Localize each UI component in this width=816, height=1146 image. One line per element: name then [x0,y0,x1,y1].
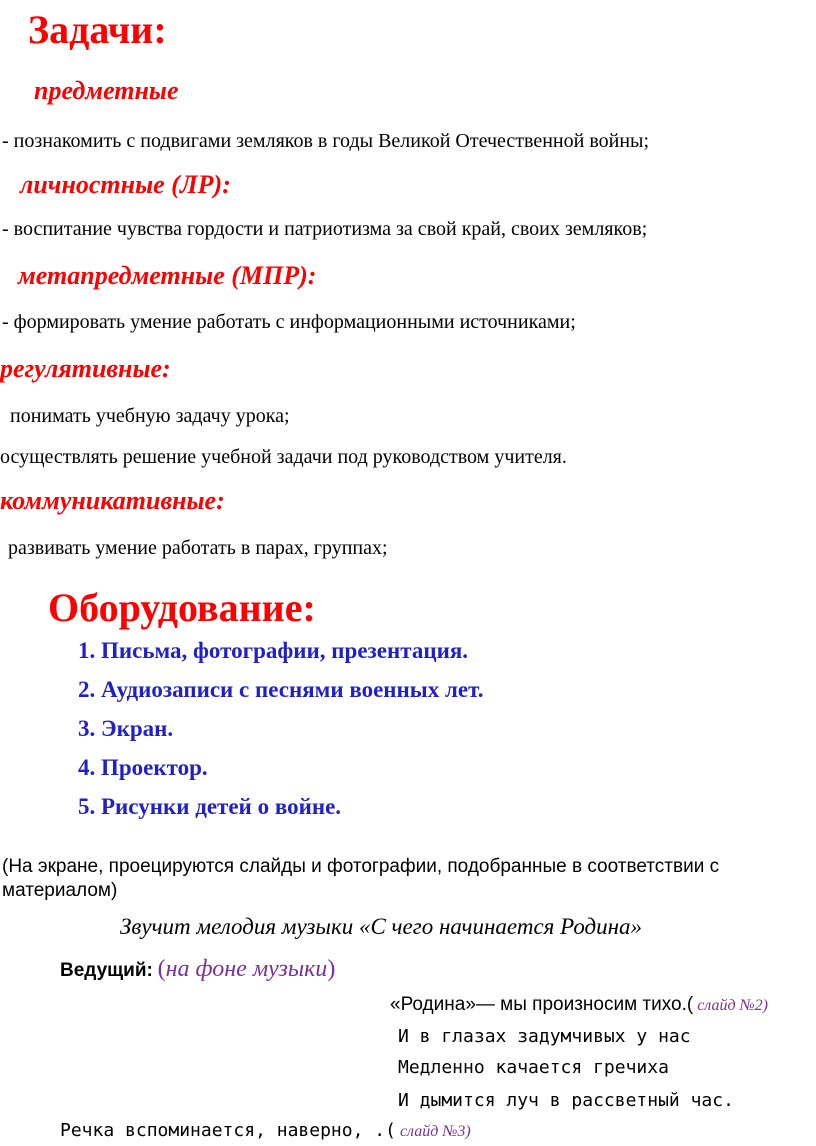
communicative-text: развивать умение работать в парах, группах; [8,537,388,559]
subject-text: - познакомить с подвигами земляков в годы Великой Отечественной войны; [2,130,650,152]
poem-line-1 [390,994,768,1016]
equipment-item: 1. Письма, фотографии, презентация. [78,638,469,663]
host-line [60,956,335,983]
host-paren-open: ( [157,956,166,982]
poem-line-5 [60,1120,471,1141]
poem-line-3: Медленно качается гречиха [398,1057,669,1078]
heading-personal: личностные (ЛР): [20,170,231,199]
host-remark: на фоне музыки [165,956,328,982]
note-line-1: (На экране, проецируются слайды и фотографии, подобранные в соответствии с [2,856,720,877]
poem-line-5-text: Речка вспоминается, наверно, .( [60,1120,396,1141]
poem-slide-3: слайд №3) [399,1123,471,1140]
equipment-item: 4. Проектор. [78,755,208,780]
regulatory-item-2: осуществлять решение учебной задачи под руководством учителя. [0,446,567,468]
poem-line-4: И дымится луч в рассветный час. [398,1090,734,1111]
page-title: Задачи: [28,7,167,52]
host-label: Ведущий: [60,960,153,981]
equipment-item: 3. Экран. [78,716,174,741]
equipment-heading: Оборудование: [48,585,316,630]
note-line-2: материалом) [2,880,118,901]
metasubject-text: - формировать умение работать с информационными источниками; [2,311,576,333]
poem-line-1-text: «Родина»— мы произносим тихо.( [390,994,694,1015]
heading-subject: предметные [34,76,179,105]
poem-slide-2: слайд №2) [697,997,768,1014]
heading-regulatory: регулятивные: [0,354,171,383]
regulatory-item-1: понимать учебную задачу урока; [10,405,290,427]
heading-metasubject: метапредметные (МПР): [18,261,317,290]
equipment-item: 5. Рисунки детей о войне. [78,794,342,819]
equipment-item: 2. Аудиозаписи с песнями военных лет. [78,677,484,702]
poem-line-2: И в глазах задумчивых у нас [398,1026,691,1047]
melody-line: Звучит мелодия музыки «С чего начинается Родина» [120,914,643,939]
personal-text: - воспитание чувства гордости и патриотизма за свой край, своих земляков; [2,218,648,240]
heading-communicative: коммуникативные: [0,486,225,515]
host-paren-close: ) [327,956,336,982]
